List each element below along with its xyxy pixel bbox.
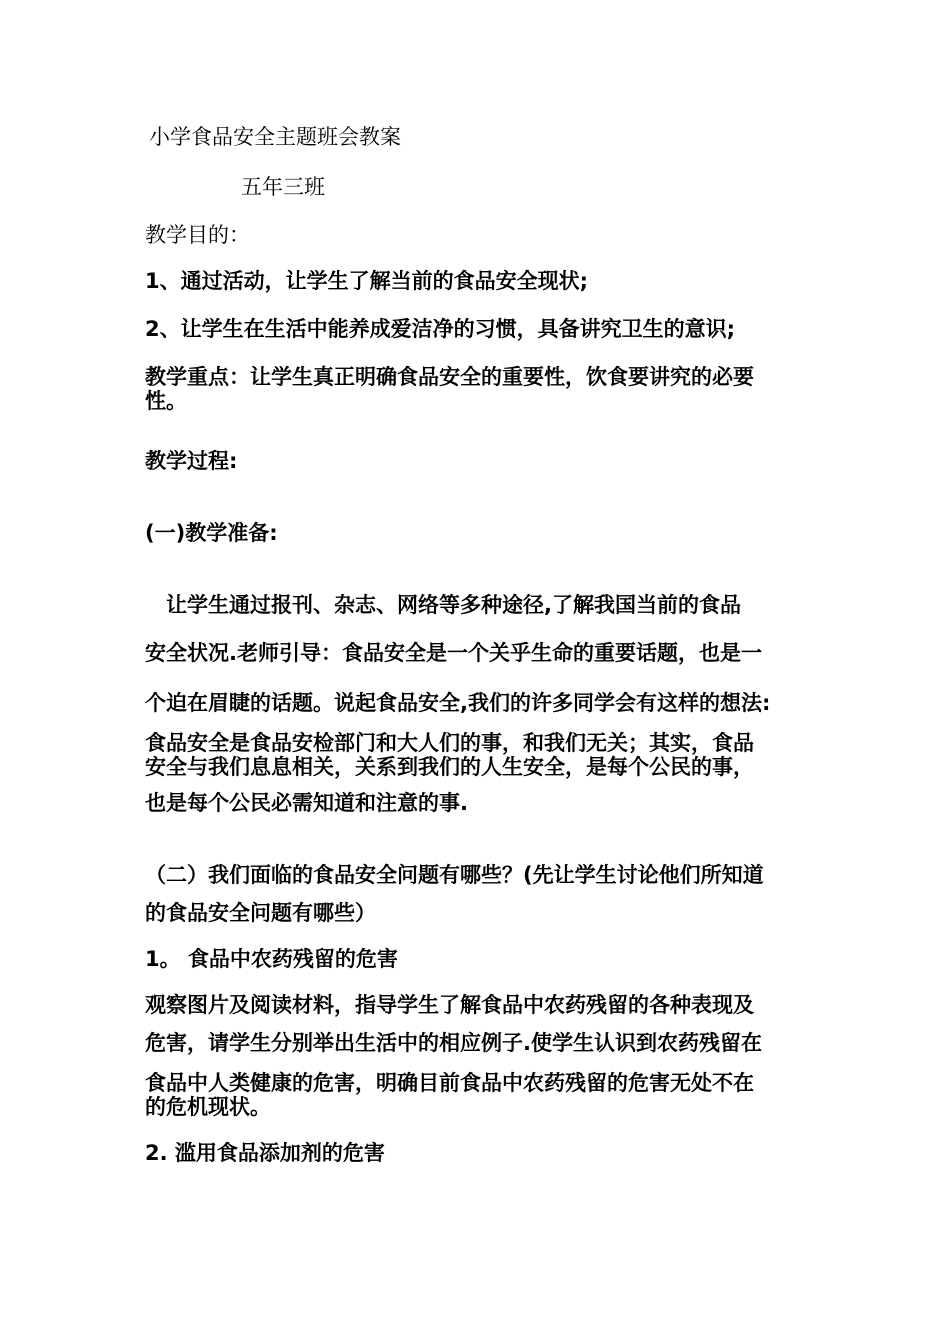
key-point-line-1: 教学重点：让学生真正明确食品安全的重要性，饮食要讲究的必要: [145, 365, 754, 389]
item-1-heading: 1。 食品中农药残留的危害: [145, 947, 398, 971]
objective-2: 2、让学生在生活中能养成爱洁净的习惯，具备讲究卫生的意识;: [145, 317, 736, 341]
section-1-heading: (一)教学准备:: [145, 521, 278, 545]
class-name: 五年三班: [241, 175, 325, 199]
item-1-line-1: 观察图片及阅读材料，指导学生了解食品中农药残留的各种表现及: [145, 993, 754, 1017]
section-1-paragraph-line-4: 食品安全是食品安检部门和大人们的事，和我们无关；其实，食品: [145, 731, 754, 755]
process-heading: 教学过程:: [145, 449, 238, 473]
section-1-paragraph-line-6: 也是每个公民必需知道和注意的事.: [145, 791, 468, 815]
section-2-line-1: （二）我们面临的食品安全问题有哪些？(先让学生讨论他们所知道: [145, 863, 764, 887]
item-1-line-3: 食品中人类健康的危害，明确目前食品中农药残留的危害无处不在: [145, 1071, 754, 1095]
section-1-paragraph-line-3: 个迫在眉睫的话题。说起食品安全,我们的许多同学会有这样的想法:: [145, 691, 771, 715]
section-1-paragraph-line-1: 让学生通过报刊、杂志、网络等多种途径,了解我国当前的食品: [145, 593, 741, 617]
item-1-line-4: 的危机现状。: [145, 1095, 271, 1119]
objectives-heading: 教学目的：: [145, 223, 250, 247]
key-point-line-2: 性。: [145, 389, 187, 413]
document-title: 小学食品安全主题班会教案: [149, 125, 401, 149]
section-1-paragraph-line-2: 安全状况.老师引导：食品安全是一个关乎生命的重要话题，也是一: [145, 641, 762, 665]
item-2-heading: 2. 滥用食品添加剂的危害: [145, 1141, 385, 1165]
objective-1: 1、通过活动，让学生了解当前的食品安全现状;: [145, 269, 589, 293]
item-1-line-2: 危害，请学生分别举出生活中的相应例子.使学生认识到农药残留在: [145, 1031, 762, 1055]
section-2-line-2: 的食品安全问题有哪些）: [145, 901, 376, 925]
section-1-paragraph-line-5: 安全与我们息息相关，关系到我们的人生安全，是每个公民的事，: [145, 755, 754, 779]
